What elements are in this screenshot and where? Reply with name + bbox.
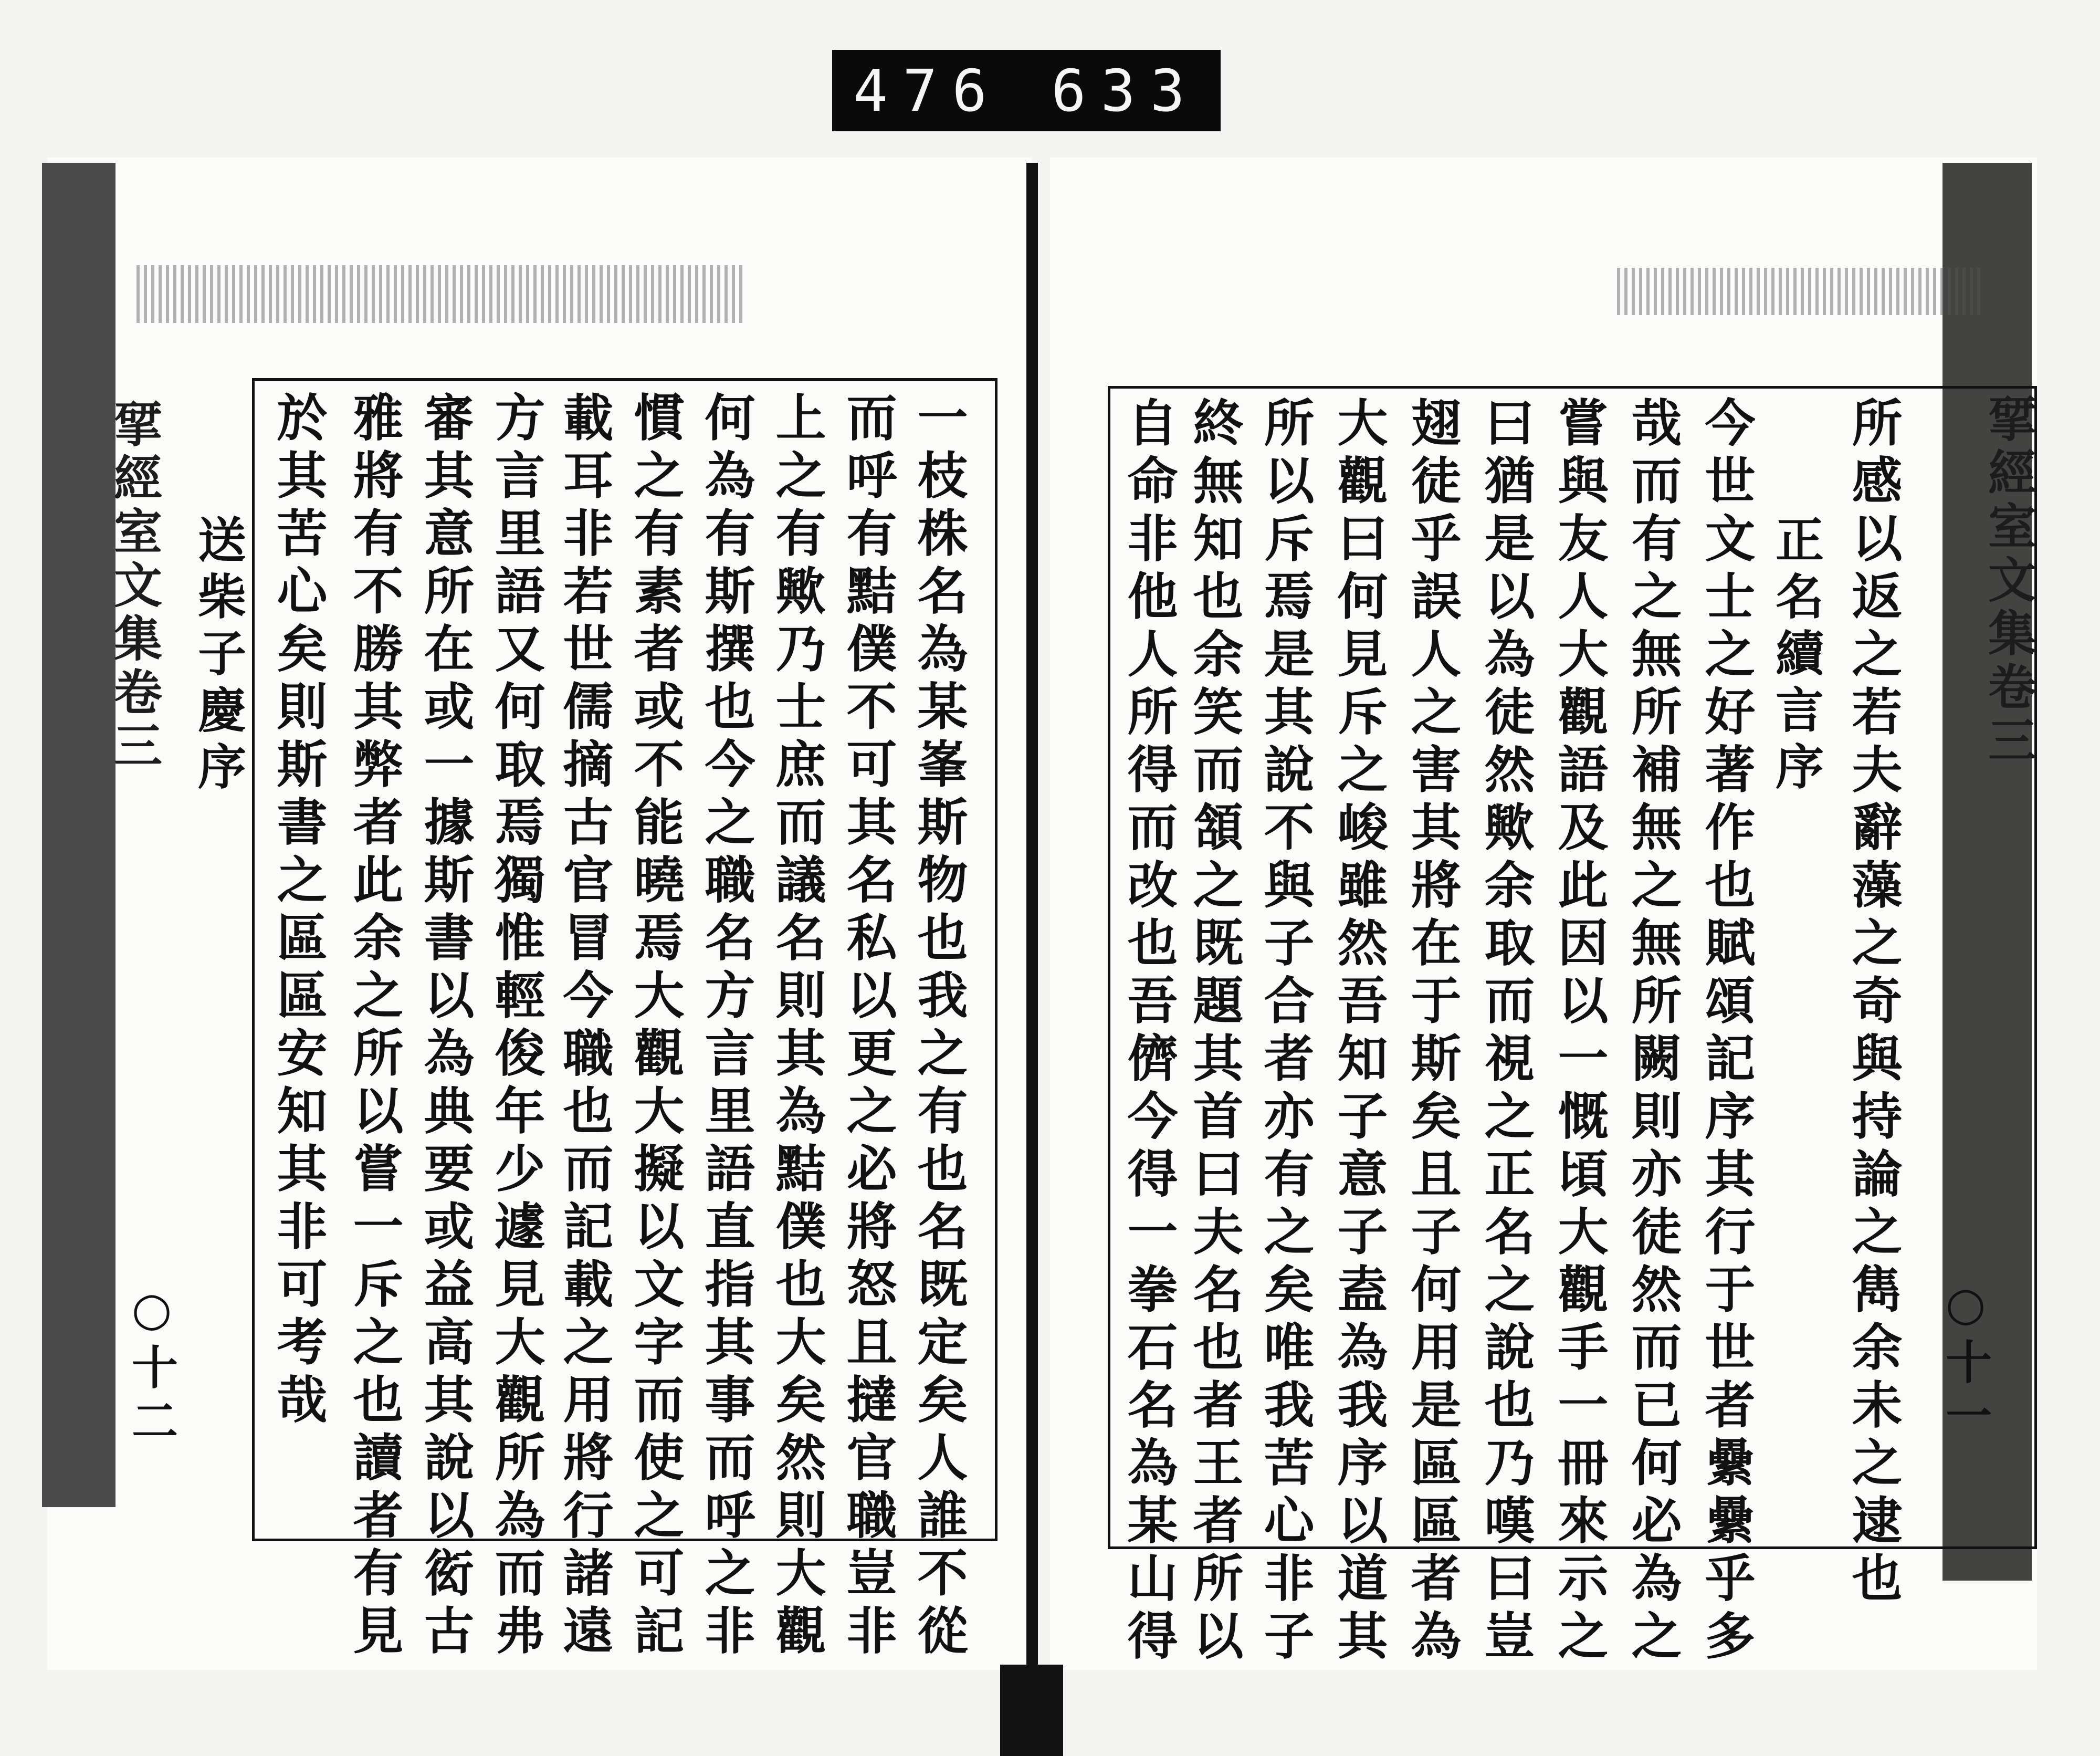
right-col-6: 曰猶是以為徒然歟余取而視之正名之說也乃嘆曰豈: [1476, 396, 1536, 1667]
left-folio: ○十二: [124, 1281, 179, 1450]
right-col-5: 嘗與友人大觀語及此因以一慨頃大觀手一冊來示之: [1550, 396, 1609, 1667]
book-spine: [1026, 163, 1038, 1717]
left-margin-title: 揅經室文集卷三: [106, 399, 163, 774]
left-col-9: 雅將有不勝其弊者此余之所以嘗一斥之也讀者有見: [345, 391, 404, 1662]
frame-number-right: 633: [1051, 57, 1200, 124]
left-col-2: 而呼有黠僕不可其名私以更之必將怒且撻官職豈非: [838, 391, 898, 1662]
right-col-1: 所感以返之若夫辭藻之奇與持論之雋余未之逮也: [1844, 396, 1903, 1609]
left-col-8: 審其意所在或一據斯書以為典要或益高其說以衒古: [416, 391, 475, 1662]
right-margin-title: 揅經室文集卷三: [1980, 394, 2037, 769]
right-col-9: 所以斥焉是其說不與子合者亦有之矣唯我苦心非子: [1256, 396, 1315, 1667]
left-col-4: 何為有斯撰也今之職名方言里語直指其事而呼之非: [697, 391, 756, 1662]
left-col-11-heading: 送柴子慶序: [190, 515, 247, 798]
left-page-smudge: [136, 265, 746, 323]
frame-number-left: 476: [853, 57, 1002, 124]
right-col-8: 大觀曰何見斥之峻雖然吾知子意子盍為我序以道其: [1329, 396, 1389, 1667]
left-col-7: 方言里語又何取焉獨惟輕俊年少遽見大觀所為而弗: [487, 391, 546, 1662]
frame-number-label: [832, 50, 1221, 131]
left-col-3: 上之有歟乃士庶而議名則其為黠僕也大矣然則大觀: [768, 391, 827, 1662]
left-page-edge-shadow: [42, 163, 116, 1507]
right-col-2-heading: 正名續言序: [1768, 515, 1824, 798]
left-col-1: 一枝株名為某峯斯物也我之有也名既定矣人誰不從: [909, 391, 969, 1662]
right-page-smudge: [1617, 268, 1984, 315]
right-col-4: 哉而有之無所補無之無所闕則亦徒然而已何必為之: [1623, 396, 1683, 1667]
left-col-6: 載耳非若世儒摘古官冒今職也而記載之用將行諸遠: [555, 391, 614, 1662]
right-folio: ○十一: [1938, 1276, 1993, 1445]
left-col-10: 於其苦心矣則斯書之區區安知其非可考哉: [269, 391, 328, 1431]
book-spine-foot: [1000, 1665, 1063, 1756]
right-col-10: 終無知也余笑而頷之既題其首曰夫名也者王者所以: [1185, 396, 1244, 1667]
right-col-11: 自命非他人所得而改也吾儕今得一拳石名為某山得: [1119, 396, 1179, 1667]
right-col-7: 翅徒乎誤人之害其將在于斯矣且子何用是區區者為: [1403, 396, 1462, 1667]
right-col-3: 今世文士之好著作也賦頌記序其行于世者纍纍乎多: [1697, 396, 1756, 1667]
left-col-5: 慣之有素者或不能曉焉大觀大擬以文字而使之可記: [626, 391, 685, 1662]
